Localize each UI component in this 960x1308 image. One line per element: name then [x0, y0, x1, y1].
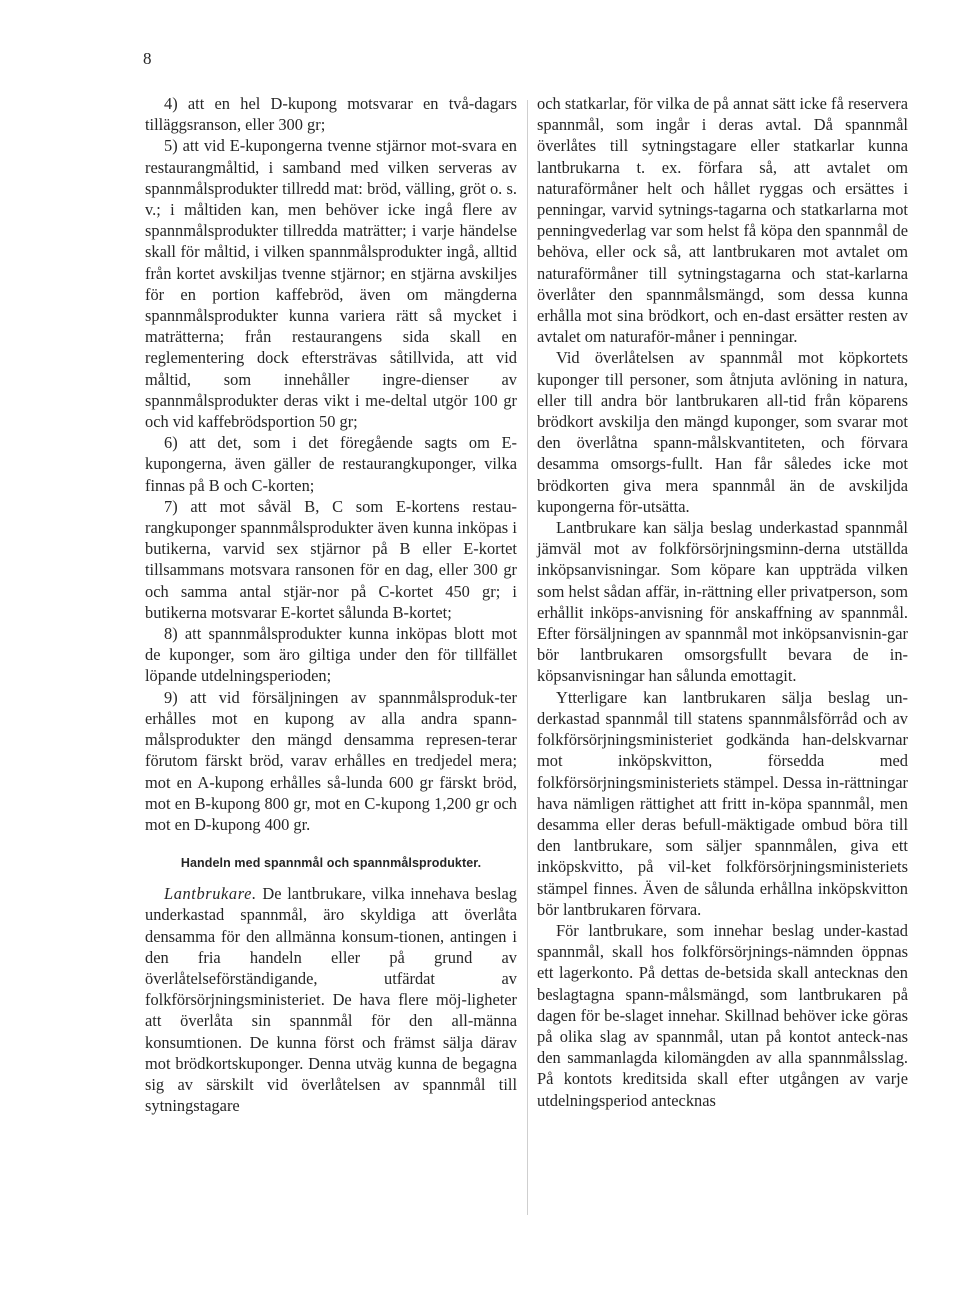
receipts-paragraph: Ytterligare kan lantbrukaren sälja beslag un-derkastad spannmål till statens spannmålsförråd och av folkförsörjningsministeriet godkända han-delskvarnar mot inköpskvitton, försedda med folkförsörjningsministeriets stämpel. Dessa in-rättningar hava nämligen rättighet att fritt in-köpa spannmål, men desamma eller deras befull-mäktigade ombud böra till den lantbrukare, som säljer spannmålen, giva ett inköpskvitto, på vil-ket folkförsörjningsministeriets stämpel finnes. Även de sålunda erhållna inköpskvitton bör lantbrukaren förvara.	[537, 687, 908, 919]
column-divider	[527, 100, 528, 1215]
continued-paragraph: och statkarlar, för vilka de på annat sätt icke få reservera spannmål, som ingår i deras avtal. Då spannmål överlåtes till sytningstagare eller statkarlar kunna lantbrukarna t. ex. förfara så, att avtalet om naturaförmåner helt och hållet ryggas och ersättes i penningar, varvid sytnings-tagarna och statkarlarna mot penningvederlag var som helst få köpa den spannmål de behöva, eller ock så, att lantbrukaren mot avtalet om naturaförmåner till sytningstagarna och stat-karlarna överlåter den spannmålsmängd, som dessa kunna erhålla mot sina brödkort, och en-dast ersätter resten av avtalet om naturaför-måner i penningar.	[537, 94, 908, 347]
purchase-orders-paragraph: Lantbrukare kan sälja beslag underkastad spannmål jämväl mot av folkförsörjningsminn-derna utställda inköpsanvisningar. Som köpare kan uppträda vilken som helst sådan affär, in-rättning eller privatperson, som erhållit inköps-anvisning för anskaffning av spannmål. Efter försäljningen av spannmål mot inköpsanvisnin-gar bör lantbrukaren omsorgsfullt bevara de in-köpsanvisningar han sålunda emottagit.	[537, 518, 908, 686]
subheading: Lantbrukare.	[164, 884, 257, 904]
clause-8-paragraph: 8) att spannmålsprodukter kunna inköpas blott mot de kuponger, som äro giltiga under den för tillfället löpande utdelningsperioden;	[145, 624, 517, 686]
clause-7-paragraph: 7) att mot såväl B, C som E-kortens restau-rangkuponger spannmålsprodukter även kunna inköpas i butikerna, varvid sex stjärnor på B eller E-kortet tillsammans motsvara ransonen för en dag, eller 300 gr och samma antal stjär-nor på C-kortet 450 gr; i butikerna motsvarar E-kortet sålunda B-kortet;	[145, 496, 517, 622]
clause-4-paragraph: 4) att en hel D-kupong motsvarar en två-dagars tilläggsranson, eller 300 gr;	[145, 94, 517, 135]
left-column	[145, 93, 517, 1116]
right-column	[537, 93, 908, 1111]
subheading-paragraph-text: De lantbrukare, vilka innehava beslag underkastad spannmål, äro skyldiga att överlåta densamma för den allmänna konsum-tionen, antingen i den fria handeln eller på grund av överlåtelseförständigande, utfärdat av folkförsörjningsministeriet. De hava flere möj-ligheter att överlåta sin spannmål för den all-männa konsumtionen. De kunna först och främst sälja därav mot brödkortskuponger. Denna utväg kunna de begagna sig av särskilt vid överlåtelsen av spannmål till sytningstagare	[145, 884, 517, 1116]
transfer-paragraph: Vid överlåtelsen av spannmål mot köpkortets kuponger till personer, som åtnjuta avlöning in natura, eller till andra bör lantbrukaren all-tid från köparens brödkort avskilja den mängd kuponger, som svarar mot den överlåtna spann-målskvantiteten, och förvara desamma omsorgs-fullt. Han får således icke mot brödkorten giva mera spannmål än de avskiljda kupongerna för-utsätta.	[537, 348, 908, 516]
stock-account-paragraph: För lantbrukare, som innehar beslag under-kastad spannmål, skall hos folkförsörjnings-nämnden öppnas ett lagerkonto. På dettas de-betsida skall antecknas den beslagtagna spann-målsmängd, som lantbrukaren på dagen för be-slaget innehar. Skillnad behöver icke göras på olika slag av spannmål, utan på kontot anteck-nas den sammanlagda kilomängden av alla spannmålsslag. På kontots kreditsida skall efter utgången av varje utdelningsperiod antecknas	[537, 920, 908, 1110]
clause-9-paragraph: 9) att vid försäljningen av spannmålsproduk-ter erhålles mot en kupong av alla andra spann-målsprodukter den mängd densamma represen-terar förutom färskt bröd, varav erhålles en tredjedel mera; mot en A-kupong erhålles så-lunda 600 gr färskt bröd, mot en B-kupong 800 gr, mot en C-kupong 1,200 gr och mot en D-kupong 400 gr.	[145, 687, 517, 834]
clause-5-paragraph: 5) att vid E-kupongerna tvenne stjärnor mot-svara en restaurangmåltid, i samband med vilken serveras av spannmålsprodukter tillredd mat: bröd, välling, gröt o. s. v.; i måltiden kan, men behöver icke ingå flere av spannmålsprodukter tillredda maträtter; i varje händelse skall för måltid, i vilken spannmålsprodukter ingå, alltid från kortet avskiljas tvenne stjärnor; en stjärna avskiljes för en portion kaffebröd, även om mängderna spannmålsprodukter kunna variera rätt så mycket i maträtterna; från restaurangens sida skall en reglementering dock eftersträvas såtillvida, att vid måltid, som innehåller ingre-dienser av spannmålsprodukter deras vikt i me-deltal utgör 100 gr och vid kaffebrödsportion 50 gr;	[145, 136, 517, 432]
section-heading: Handeln med spannmål och spannmålsprodukter.	[180, 856, 482, 871]
clause-6-paragraph: 6) att det, som i det föregående sagts om E-kupongerna, även gäller de restaurangkuponger, vilka finnas på B och C-korten;	[145, 433, 517, 495]
page-number: 8	[143, 49, 152, 68]
lantbrukare-paragraph	[145, 883, 517, 1116]
